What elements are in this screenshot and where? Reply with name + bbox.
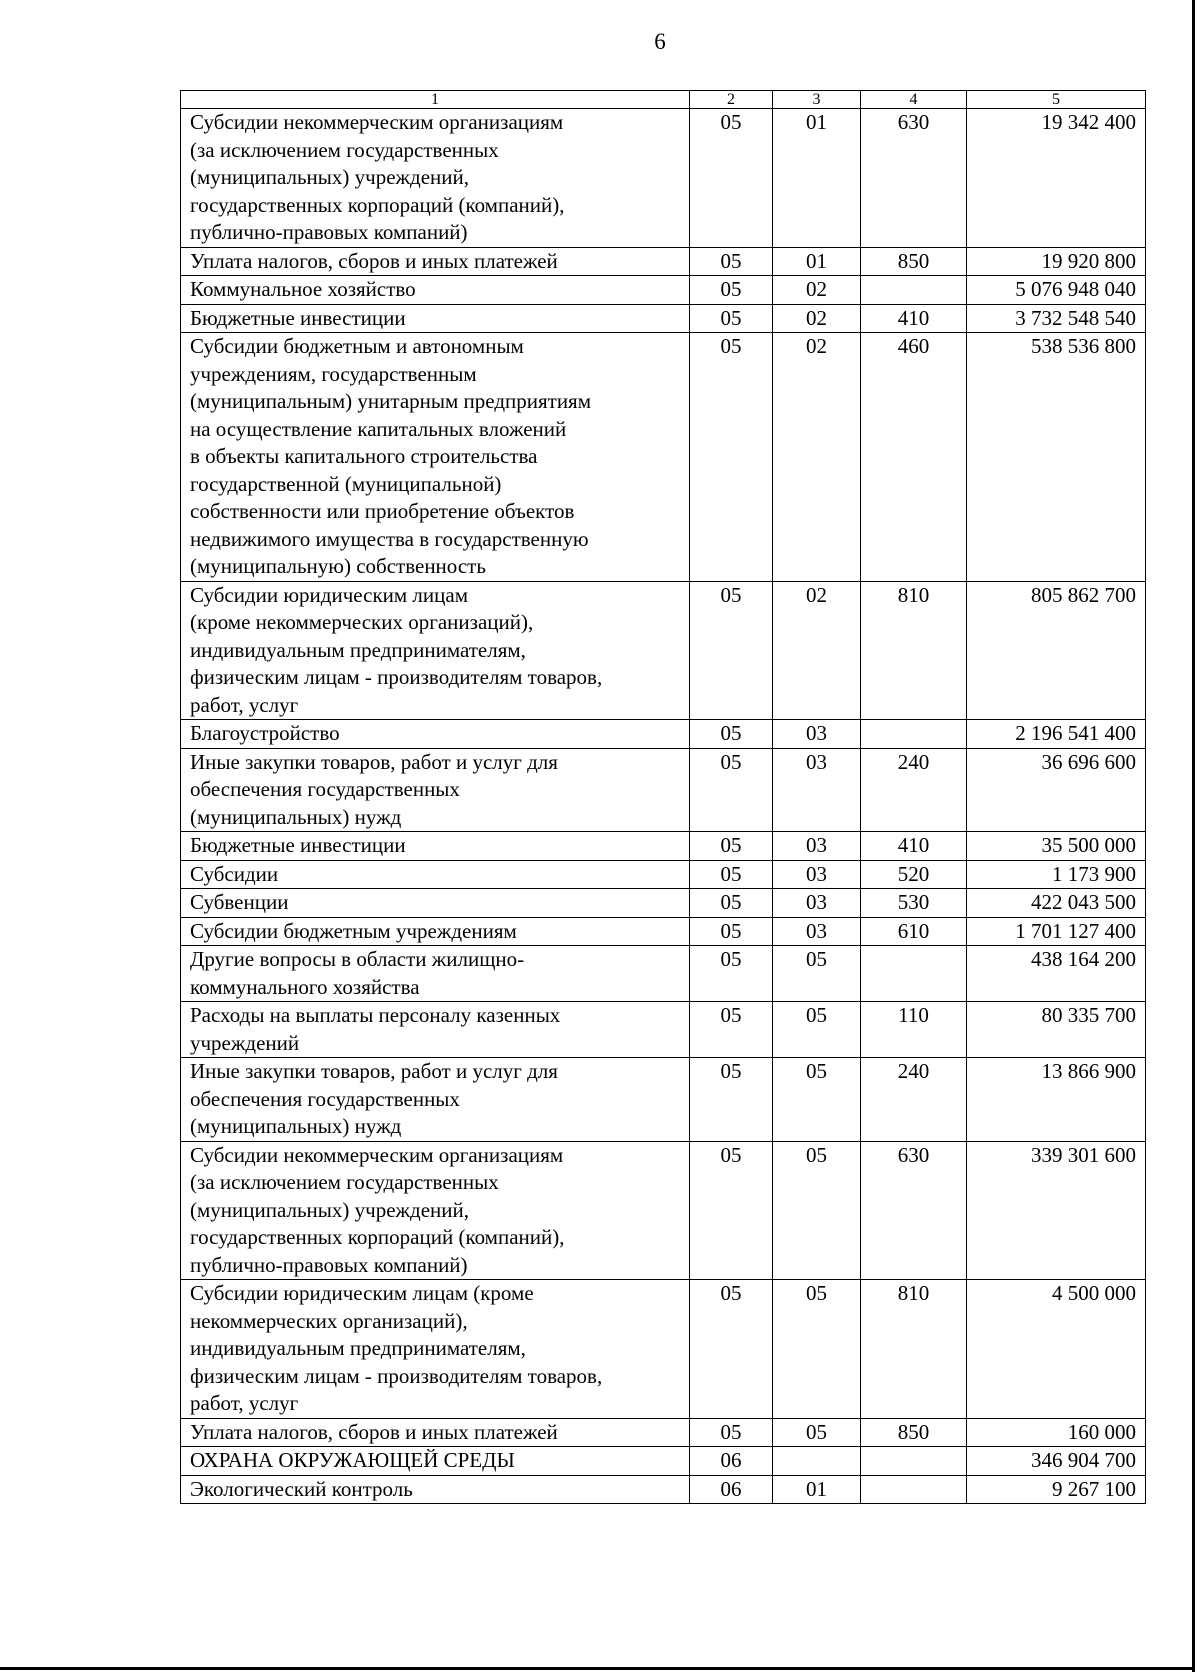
row-amount-cell: 36 696 600 <box>967 748 1146 832</box>
row-name-cell: Коммунальное хозяйство <box>181 276 690 305</box>
row-subsection-cell: 05 <box>773 1002 861 1058</box>
header-col-3: 3 <box>773 91 861 109</box>
row-subsection-cell: 02 <box>773 304 861 333</box>
row-expense-type-cell: 240 <box>861 748 967 832</box>
row-name-cell: ОХРАНА ОКРУЖАЮЩЕЙ СРЕДЫ <box>181 1447 690 1476</box>
row-name-cell: Бюджетные инвестиции <box>181 304 690 333</box>
table-body <box>181 109 1146 1504</box>
row-name-cell: Субсидии <box>181 860 690 889</box>
row-amount-cell: 3 732 548 540 <box>967 304 1146 333</box>
row-amount-cell: 35 500 000 <box>967 832 1146 861</box>
row-subsection-cell: 03 <box>773 748 861 832</box>
table-row <box>181 581 1146 720</box>
row-amount-cell: 13 866 900 <box>967 1058 1146 1142</box>
row-amount-cell: 538 536 800 <box>967 333 1146 582</box>
row-name-cell: Субсидии бюджетным и автономным учреждениям, государственным (муниципальным) унитарным предприятиям на осуществление капитальных вложений в объекты капитального строительства государственной (муниципальной) собственности или приобретение объектов недвижимого имущества в государственную (муниципальную) собственность <box>181 333 690 582</box>
scan-edge-right <box>1192 0 1195 1672</box>
row-subsection-cell: 01 <box>773 1475 861 1504</box>
budget-table <box>180 90 1146 1504</box>
row-expense-type-cell: 610 <box>861 917 967 946</box>
row-section-cell: 06 <box>690 1475 773 1504</box>
row-expense-type-cell <box>861 720 967 749</box>
table-row <box>181 1058 1146 1142</box>
header-col-4: 4 <box>861 91 967 109</box>
row-amount-cell: 1 701 127 400 <box>967 917 1146 946</box>
row-amount-cell: 9 267 100 <box>967 1475 1146 1504</box>
row-expense-type-cell <box>861 946 967 1002</box>
row-section-cell: 05 <box>690 247 773 276</box>
row-name-cell: Уплата налогов, сборов и иных платежей <box>181 1418 690 1447</box>
row-name-cell: Иные закупки товаров, работ и услуг для обеспечения государственных (муниципальных) нужд <box>181 748 690 832</box>
row-amount-cell: 1 173 900 <box>967 860 1146 889</box>
row-expense-type-cell: 810 <box>861 1280 967 1419</box>
row-section-cell: 05 <box>690 276 773 305</box>
header-col-2: 2 <box>690 91 773 109</box>
row-name-cell: Субсидии юридическим лицам (кроме некоммерческих организаций), индивидуальным предпринимателям, физическим лицам - производителям товаров, работ, услуг <box>181 581 690 720</box>
table-row <box>181 1475 1146 1504</box>
table-row <box>181 917 1146 946</box>
table-row <box>181 304 1146 333</box>
row-expense-type-cell: 850 <box>861 247 967 276</box>
row-amount-cell: 805 862 700 <box>967 581 1146 720</box>
table-row <box>181 860 1146 889</box>
table-row <box>181 247 1146 276</box>
row-expense-type-cell: 630 <box>861 109 967 248</box>
table-row <box>181 946 1146 1002</box>
table-row <box>181 889 1146 918</box>
row-subsection-cell: 02 <box>773 581 861 720</box>
row-name-cell: Бюджетные инвестиции <box>181 832 690 861</box>
header-col-1: 1 <box>181 91 690 109</box>
header-col-5: 5 <box>967 91 1146 109</box>
row-name-cell: Благоустройство <box>181 720 690 749</box>
row-section-cell: 05 <box>690 889 773 918</box>
row-expense-type-cell: 520 <box>861 860 967 889</box>
row-name-cell: Уплата налогов, сборов и иных платежей <box>181 247 690 276</box>
row-amount-cell: 4 500 000 <box>967 1280 1146 1419</box>
row-section-cell: 05 <box>690 581 773 720</box>
row-section-cell: 05 <box>690 1002 773 1058</box>
row-section-cell: 05 <box>690 917 773 946</box>
page-number: 6 <box>654 29 666 54</box>
row-expense-type-cell: 850 <box>861 1418 967 1447</box>
row-name-cell: Субсидии некоммерческим организациям (за исключением государственных (муниципальных) учреждений, государственных корпораций (компаний), публично-правовых компаний) <box>181 1141 690 1280</box>
row-amount-cell: 160 000 <box>967 1418 1146 1447</box>
table-row <box>181 1141 1146 1280</box>
row-section-cell: 05 <box>690 333 773 582</box>
row-expense-type-cell: 410 <box>861 304 967 333</box>
row-amount-cell: 339 301 600 <box>967 1141 1146 1280</box>
row-amount-cell: 19 920 800 <box>967 247 1146 276</box>
row-expense-type-cell <box>861 1475 967 1504</box>
table-row <box>181 1280 1146 1419</box>
row-subsection-cell: 05 <box>773 1058 861 1142</box>
row-subsection-cell <box>773 1447 861 1476</box>
row-subsection-cell: 05 <box>773 1280 861 1419</box>
row-section-cell: 06 <box>690 1447 773 1476</box>
row-section-cell: 05 <box>690 860 773 889</box>
row-section-cell: 05 <box>690 1280 773 1419</box>
row-subsection-cell: 03 <box>773 832 861 861</box>
row-expense-type-cell: 530 <box>861 889 967 918</box>
row-section-cell: 05 <box>690 748 773 832</box>
row-expense-type-cell: 630 <box>861 1141 967 1280</box>
row-amount-cell: 5 076 948 040 <box>967 276 1146 305</box>
row-expense-type-cell: 810 <box>861 581 967 720</box>
row-section-cell: 05 <box>690 720 773 749</box>
row-section-cell: 05 <box>690 109 773 248</box>
table-row <box>181 333 1146 582</box>
row-subsection-cell: 03 <box>773 860 861 889</box>
scan-edge-bottom <box>0 1667 1195 1670</box>
row-amount-cell: 80 335 700 <box>967 1002 1146 1058</box>
row-subsection-cell: 05 <box>773 1141 861 1280</box>
row-subsection-cell: 03 <box>773 720 861 749</box>
table-row <box>181 832 1146 861</box>
row-subsection-cell: 01 <box>773 109 861 248</box>
table-row <box>181 720 1146 749</box>
row-name-cell: Другие вопросы в области жилищно- коммунального хозяйства <box>181 946 690 1002</box>
row-name-cell: Экологический контроль <box>181 1475 690 1504</box>
row-expense-type-cell: 240 <box>861 1058 967 1142</box>
row-subsection-cell: 02 <box>773 333 861 582</box>
table-row <box>181 1002 1146 1058</box>
table-row <box>181 748 1146 832</box>
row-subsection-cell: 05 <box>773 946 861 1002</box>
row-name-cell: Иные закупки товаров, работ и услуг для обеспечения государственных (муниципальных) нужд <box>181 1058 690 1142</box>
row-section-cell: 05 <box>690 946 773 1002</box>
row-amount-cell: 422 043 500 <box>967 889 1146 918</box>
header-row <box>181 91 1146 109</box>
row-section-cell: 05 <box>690 1058 773 1142</box>
row-name-cell: Расходы на выплаты персоналу казенных учреждений <box>181 1002 690 1058</box>
row-name-cell: Субсидии бюджетным учреждениям <box>181 917 690 946</box>
table-row <box>181 276 1146 305</box>
row-subsection-cell: 05 <box>773 1418 861 1447</box>
row-expense-type-cell <box>861 1447 967 1476</box>
row-name-cell: Субсидии некоммерческим организациям (за исключением государственных (муниципальных) учреждений, государственных корпораций (компаний), публично-правовых компаний) <box>181 109 690 248</box>
row-amount-cell: 19 342 400 <box>967 109 1146 248</box>
row-expense-type-cell: 110 <box>861 1002 967 1058</box>
row-section-cell: 05 <box>690 1418 773 1447</box>
row-section-cell: 05 <box>690 304 773 333</box>
row-amount-cell: 346 904 700 <box>967 1447 1146 1476</box>
row-expense-type-cell: 460 <box>861 333 967 582</box>
row-section-cell: 05 <box>690 1141 773 1280</box>
row-amount-cell: 438 164 200 <box>967 946 1146 1002</box>
row-subsection-cell: 03 <box>773 917 861 946</box>
row-name-cell: Субсидии юридическим лицам (кроме некоммерческих организаций), индивидуальным предпринимателям, физическим лицам - производителям товаров, работ, услуг <box>181 1280 690 1419</box>
row-name-cell: Субвенции <box>181 889 690 918</box>
row-expense-type-cell <box>861 276 967 305</box>
row-amount-cell: 2 196 541 400 <box>967 720 1146 749</box>
row-section-cell: 05 <box>690 832 773 861</box>
row-subsection-cell: 01 <box>773 247 861 276</box>
row-subsection-cell: 03 <box>773 889 861 918</box>
table-row <box>181 1447 1146 1476</box>
row-expense-type-cell: 410 <box>861 832 967 861</box>
row-subsection-cell: 02 <box>773 276 861 305</box>
table-row <box>181 1418 1146 1447</box>
table-row <box>181 109 1146 248</box>
